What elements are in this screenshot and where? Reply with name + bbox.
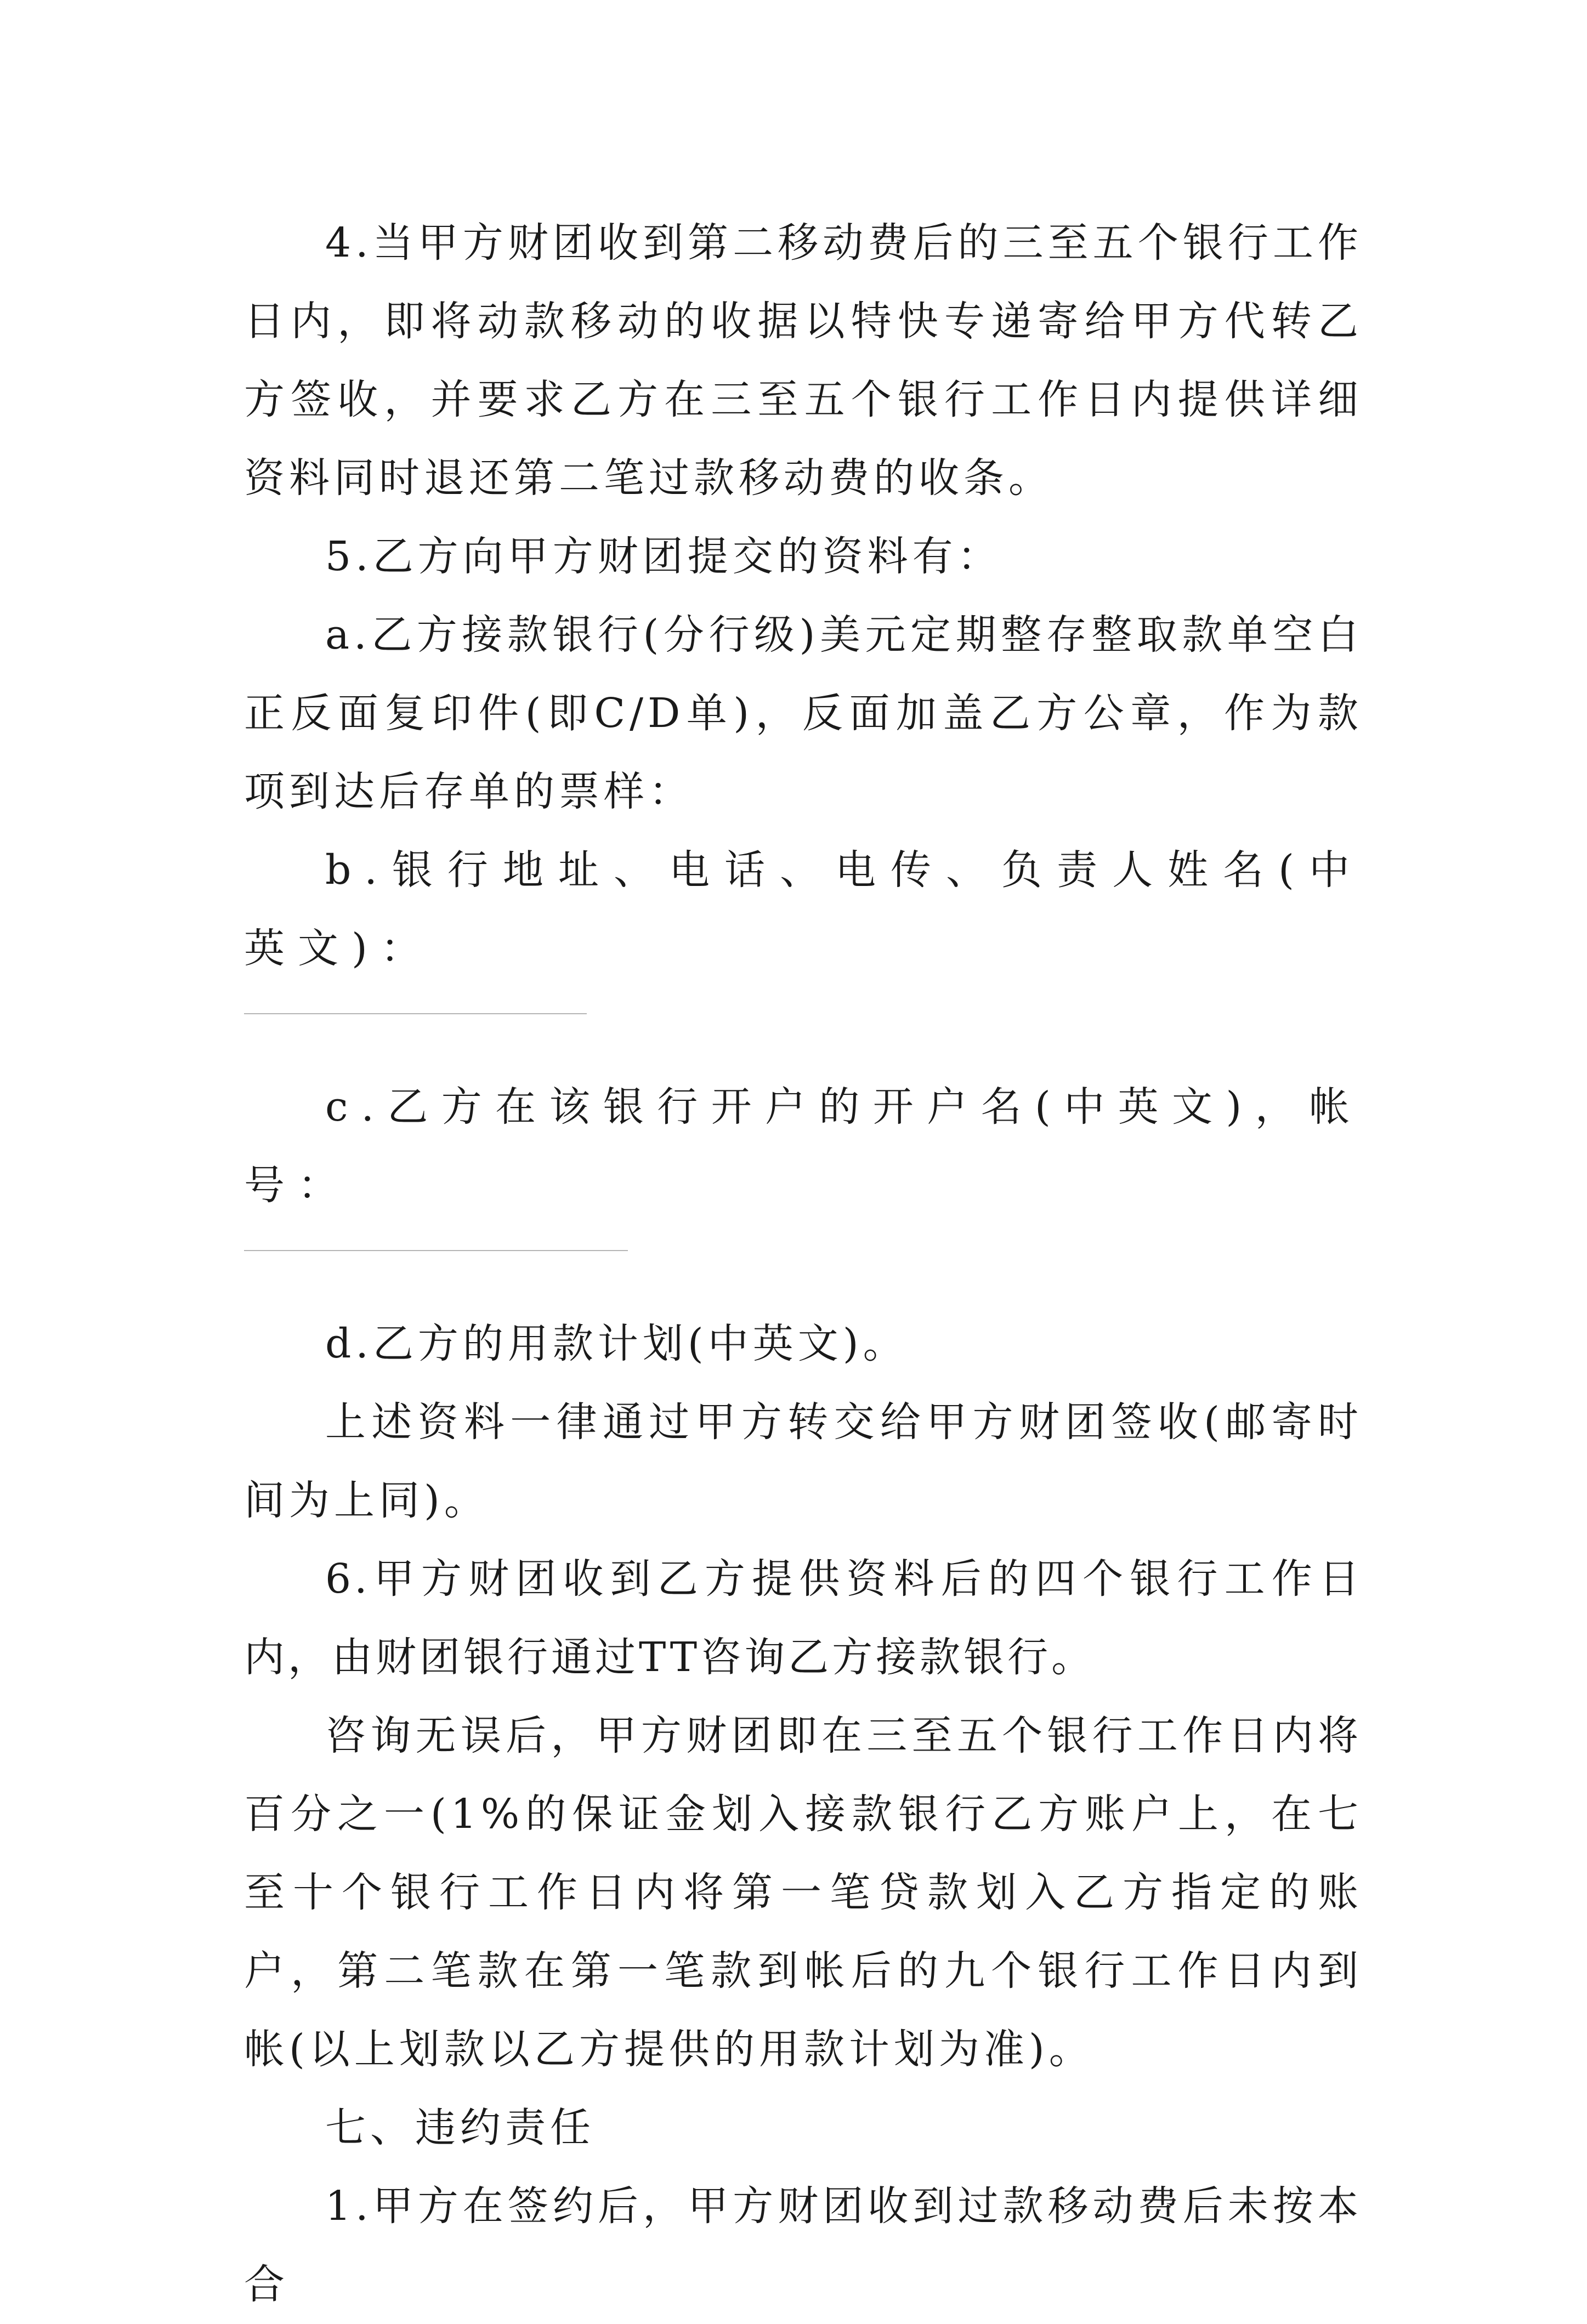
paragraph-item-b: b.银行地址、电话、电传、负责人姓名(中英文)： (244, 846, 1363, 972)
paragraph-inquiry: 咨询无误后，甲方财团即在三至五个银行工作日内将百分之一(1%的保证金划入接款银行乙方账户上，在七至十个银行工作日内将第一笔贷款划入乙方指定的账户，第二笔款在第一笔款到帐后的九个银行工作日内到帐(以上划款以乙方提供的用款计划为准)。 (244, 1712, 1363, 2073)
paragraph-clause-6: 6.甲方财团收到乙方提供资料后的四个银行工作日内，由财团银行通过TT咨询乙方接款银行。 (244, 1555, 1363, 1681)
paragraph-item-a: a.乙方接款银行(分行级)美元定期整存整取款单空白正反面复印件(即C/D单)，反面加盖乙方公章，作为款项到达后存单的票样： (244, 611, 1363, 815)
document-body (244, 204, 1363, 2324)
fill-in-blank-line (244, 1013, 587, 1014)
paragraph-clause-5: 5.乙方向甲方财团提交的资料有： (325, 533, 1002, 580)
paragraph-materials-note: 上述资料一律通过甲方转交给甲方财团签收(邮寄时间为上同)。 (244, 1399, 1363, 1524)
fill-in-blank-line (244, 1250, 628, 1251)
paragraph-clause-4: 4.当甲方财团收到第二移动费后的三至五个银行工作日内，即将动款移动的收据以特快专递寄给甲方代转乙方签收，并要求乙方在三至五个银行工作日内提供详细资料同时退还第二笔过款移动费的收条。 (244, 219, 1363, 502)
paragraph-item-d: d.乙方的用款计划(中英文)。 (325, 1320, 908, 1367)
paragraph-breach-1: 1.甲方在签约后，甲方财团收到过款移动费后未按本合 (244, 2183, 1363, 2308)
section-heading-breach: 七、违约责任 (325, 2104, 595, 2151)
paragraph-item-c: c.乙方在该银行开户的开户名(中英文)，帐号： (244, 1083, 1363, 1209)
